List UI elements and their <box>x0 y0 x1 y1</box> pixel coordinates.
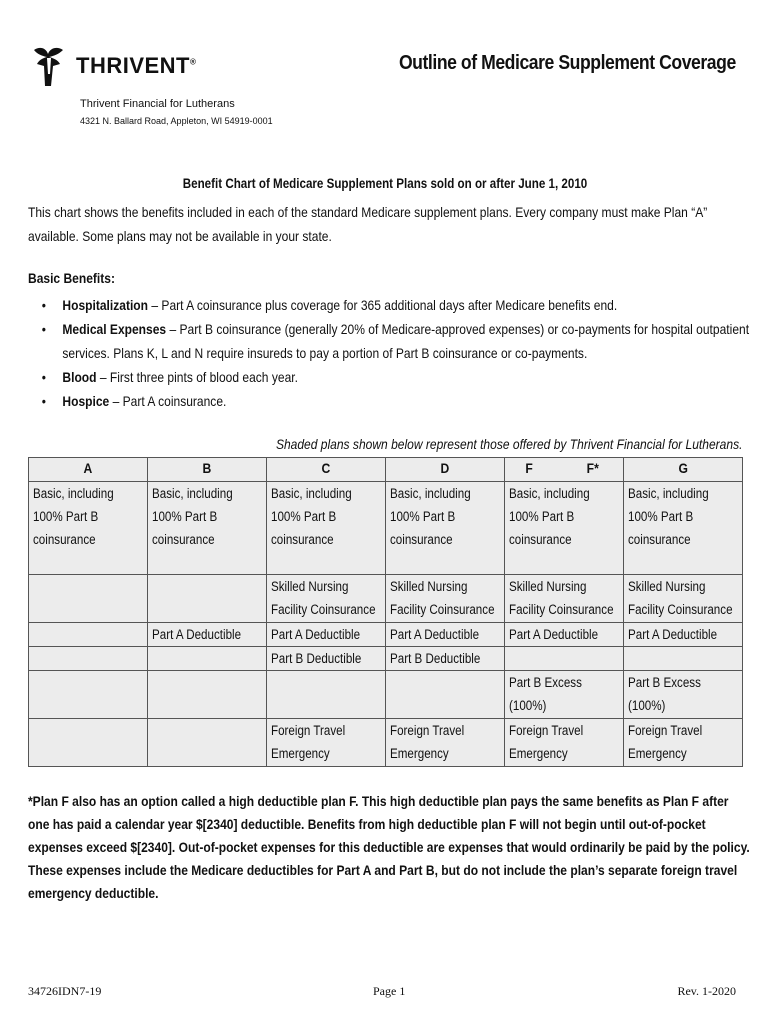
table-cell: Part B Excess (100%) <box>505 671 624 719</box>
table-cell: Foreign Travel Emergency <box>267 719 386 767</box>
table-cell: Part B Deductible <box>267 647 386 671</box>
table-row <box>29 647 743 671</box>
plan-f-footnote: *Plan F also has an option called a high deductible plan F. This high deductible plan pays the same benefits as Plan F after one has paid a calendar year $[2340] deductible. Benefits from high deductible plan F will not begin until out-of-pocket expenses exceed $[2340]. Out-of-pocket expenses for this deductible are expenses that would ordinarily be paid by the policy. These expenses include the Medicare deductibles for Part A and Part B, but do not include the plan’s separate foreign travel emergency deductible. <box>28 793 750 901</box>
org-name: Thrivent Financial for Lutherans <box>80 98 235 110</box>
list-item: • Hospitalization – Part A coinsurance plus coverage for 365 additional days after Medicare benefits end. <box>28 293 750 317</box>
plan-f-header: F F* <box>505 458 624 482</box>
plan-d-header: D <box>386 458 505 482</box>
list-item: • Medical Expenses – Part B coinsurance (generally 20% of Medicare-approved expenses) or co-payments for hospital outpatient services. Plans K, L and N require insureds to pay a portion of Part B coinsurance or co-payments. <box>28 317 750 365</box>
table-cell: Skilled Nursing Facility Coinsurance <box>386 575 505 623</box>
table-cell <box>29 719 148 767</box>
table-header-row <box>29 458 743 482</box>
table-cell <box>267 671 386 719</box>
table-cell <box>148 671 267 719</box>
table-cell: Part A Deductible <box>267 623 386 647</box>
table-cell <box>148 575 267 623</box>
table-cell: Part A Deductible <box>386 623 505 647</box>
basic-benefits-heading: Basic Benefits: <box>28 270 115 286</box>
plan-c-header: C <box>267 458 386 482</box>
table-cell <box>505 647 624 671</box>
table-cell <box>29 671 148 719</box>
table-cell: Part A Deductible <box>624 623 743 647</box>
brand-name: THRIVENT® <box>76 53 197 78</box>
table-cell: Basic, including 100% Part B coinsurance <box>29 482 148 575</box>
table-cell: Basic, including 100% Part B coinsurance <box>505 482 624 575</box>
table-cell: Skilled Nursing Facility Coinsurance <box>624 575 743 623</box>
brand-registered-mark: ® <box>190 57 197 67</box>
thrivent-logo-icon <box>30 44 68 88</box>
list-item: • Blood – First three pints of blood each year. <box>28 365 750 389</box>
table-cell: Basic, including 100% Part B coinsurance <box>148 482 267 575</box>
table-row <box>29 575 743 623</box>
table-cell: Basic, including 100% Part B coinsurance <box>267 482 386 575</box>
table-cell <box>624 647 743 671</box>
table-row <box>29 719 743 767</box>
table-cell <box>29 647 148 671</box>
table-cell: Skilled Nursing Facility Coinsurance <box>267 575 386 623</box>
table-cell <box>148 719 267 767</box>
document-title: Outline of Medicare Supplement Coverage <box>399 52 736 74</box>
table-cell <box>386 671 505 719</box>
plan-g-header: G <box>624 458 743 482</box>
table-cell: Part A Deductible <box>505 623 624 647</box>
table-cell: Part B Excess (100%) <box>624 671 743 719</box>
page-number: Page 1 <box>373 984 406 998</box>
table-cell: Foreign Travel Emergency <box>505 719 624 767</box>
table-cell: Foreign Travel Emergency <box>386 719 505 767</box>
table-row <box>29 671 743 719</box>
table-cell: Basic, including 100% Part B coinsurance <box>386 482 505 575</box>
form-code: 34726IDN7-19 <box>28 984 102 998</box>
plan-benefit-table <box>28 457 743 767</box>
plan-b-header: B <box>148 458 267 482</box>
logo-block <box>30 44 290 126</box>
thrivent-logo <box>30 44 290 88</box>
table-cell: Part A Deductible <box>148 623 267 647</box>
table-cell: Part B Deductible <box>386 647 505 671</box>
table-cell: Basic, including 100% Part B coinsurance <box>624 482 743 575</box>
table-cell <box>29 575 148 623</box>
table-row <box>29 482 743 575</box>
basic-benefits-list <box>28 293 750 413</box>
table-cell: Foreign Travel Emergency <box>624 719 743 767</box>
plan-a-header: A <box>29 458 148 482</box>
revision: Rev. 1-2020 <box>677 984 736 998</box>
table-cell <box>148 647 267 671</box>
list-item: • Hospice – Part A coinsurance. <box>28 389 750 413</box>
table-cell: Skilled Nursing Facility Coinsurance <box>505 575 624 623</box>
intro-paragraph: This chart shows the benefits included in each of the standard Medicare supplement plans. Every company must make Plan “A” available. Some plans may not be available in your state. <box>28 204 708 244</box>
shaded-plans-note: Shaded plans shown below represent those offered by Thrivent Financial for Lutherans. <box>275 436 742 452</box>
org-address: 4321 N. Ballard Road, Appleton, WI 54919-0001 <box>80 116 273 126</box>
table-cell <box>29 623 148 647</box>
chart-heading: Benefit Chart of Medicare Supplement Plans sold on or after June 1, 2010 <box>182 176 588 191</box>
table-row <box>29 623 743 647</box>
